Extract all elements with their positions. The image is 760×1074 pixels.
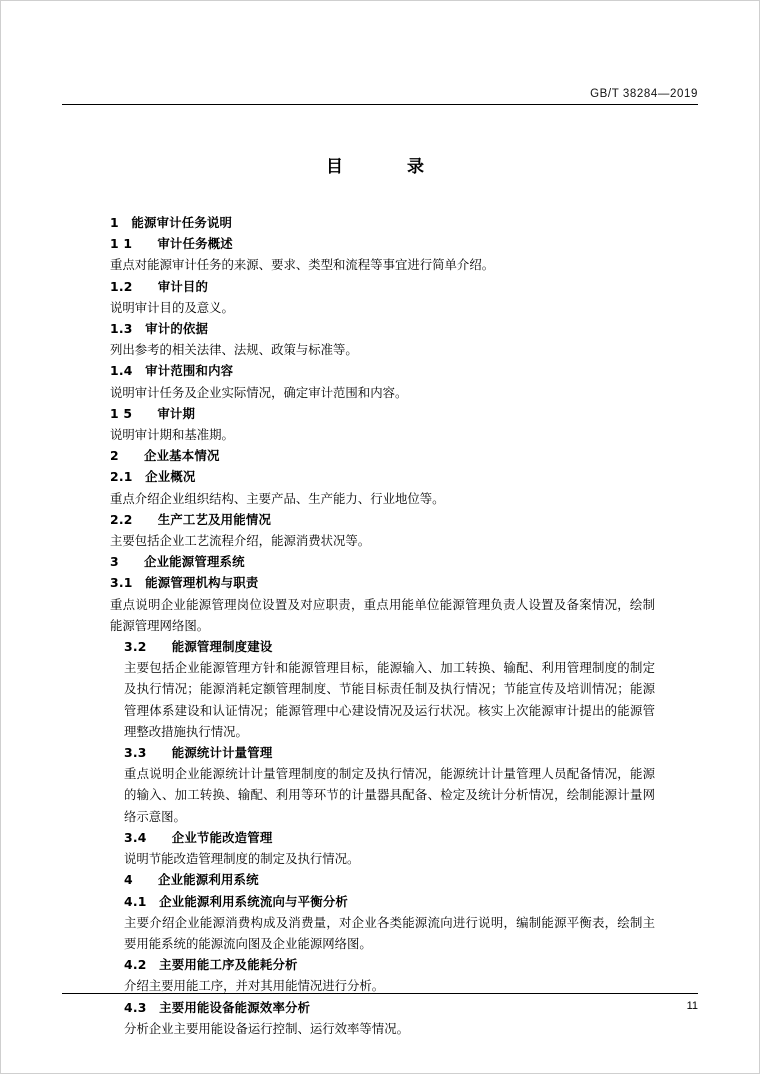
toc-entry-description: 重点对能源审计任务的来源、要求、类型和流程等事宜进行简单介绍。: [110, 257, 495, 273]
toc-entry-heading[interactable]: 4.1 企业能源利用系统流向与平衡分析: [124, 893, 348, 909]
toc-entry-description: 主要包括企业工艺流程介绍，能源消费状况等。: [110, 533, 371, 549]
toc-entry-description: 说明审计目的及意义。: [110, 299, 234, 315]
toc-entry-heading[interactable]: 3.2 能源管理制度建设: [124, 639, 273, 655]
toc-entry-heading[interactable]: 1.3 审计的依据: [110, 321, 209, 337]
toc-entry-heading[interactable]: 4.2 主要用能工序及能耗分析: [124, 957, 298, 973]
toc-entry-description: 主要介绍企业能源消费构成及消费量，对企业各类能源流向进行说明，编制能源平衡表，绘制主要用能系统的能源流向图及企业能源网络图。: [124, 914, 655, 951]
toc-entry-heading[interactable]: 3.1 能源管理机构与职责: [110, 575, 259, 591]
toc-entry-heading[interactable]: 4.3 主要用能设备能源效率分析: [124, 999, 311, 1015]
toc-entry-heading[interactable]: 2.2 生产工艺及用能情况: [110, 511, 272, 527]
standard-code: GB/T 38284—2019: [590, 88, 698, 100]
toc-entry-description: 重点说明企业能源统计计量管理制度的制定及执行情况，能源统计计量管理人员配备情况，能源的输入、加工转换、输配、利用等环节的计量器具配备、检定及统计分析情况，绘制能源计量网络示意图。: [124, 766, 655, 824]
header-rule: [62, 104, 698, 105]
toc-entry-heading[interactable]: 4 企业能源利用系统: [124, 872, 259, 888]
toc-entry-heading[interactable]: 2.1 企业概况: [110, 469, 196, 485]
toc-entry-description: 列出参考的相关法律、法规、政策与标准等。: [110, 342, 358, 358]
page-number: 11: [686, 1000, 698, 1012]
toc-entry-heading[interactable]: 3.3 能源统计计量管理: [124, 745, 273, 761]
toc-entry-heading[interactable]: 1 5 审计期: [110, 405, 196, 421]
toc-entry-description: 分析企业主要用能设备运行控制、运行效率等情况。: [124, 1020, 409, 1036]
toc-entry-heading[interactable]: 1 1 审计任务概述: [110, 236, 233, 252]
toc-entry-heading[interactable]: 1.2 审计目的: [110, 278, 209, 294]
toc-entry-heading[interactable]: 3 企业能源管理系统: [110, 554, 245, 570]
toc-entry-heading[interactable]: 1.4 审计范围和内容: [110, 363, 234, 379]
toc-entry-description: 说明审计期和基准期。: [110, 427, 234, 443]
toc-entry-heading[interactable]: 2 企业基本情况: [110, 448, 220, 464]
page-title: 目 录: [326, 157, 434, 177]
toc-entry-description: 介绍主要用能工序，并对其用能情况进行分析。: [124, 978, 385, 994]
toc-entry-description: 说明审计任务及企业实际情况，确定审计范围和内容。: [110, 384, 408, 400]
toc-entry-description: 说明节能改造管理制度的制定及执行情况。: [124, 851, 360, 867]
toc-entry-description: 重点说明企业能源管理岗位设置及对应职责，重点用能单位能源管理负责人设置及备案情况，绘制能源管理网络图。: [110, 596, 655, 633]
toc-entry-description: 重点介绍企业组织结构、主要产品、生产能力、行业地位等。: [110, 490, 445, 506]
toc-entry-heading[interactable]: 1 能源审计任务说明: [110, 215, 233, 230]
footer-rule: [62, 993, 698, 994]
toc-entry-description: 主要包括企业能源管理方针和能源管理目标，能源输入、加工转换、输配、利用管理制度的制定及执行情况；能源消耗定额管理制度、节能目标责任制及执行情况；节能宣传及培训情况；能源管理体系建设和认证情况；能源管理中心建设情况及运行状况。核实上次能源审计提出的能源管理整改措施执行情况。: [124, 660, 655, 739]
toc-entry-heading[interactable]: 3.4 企业节能改造管理: [124, 829, 273, 845]
toc-list: [110, 212, 655, 1039]
